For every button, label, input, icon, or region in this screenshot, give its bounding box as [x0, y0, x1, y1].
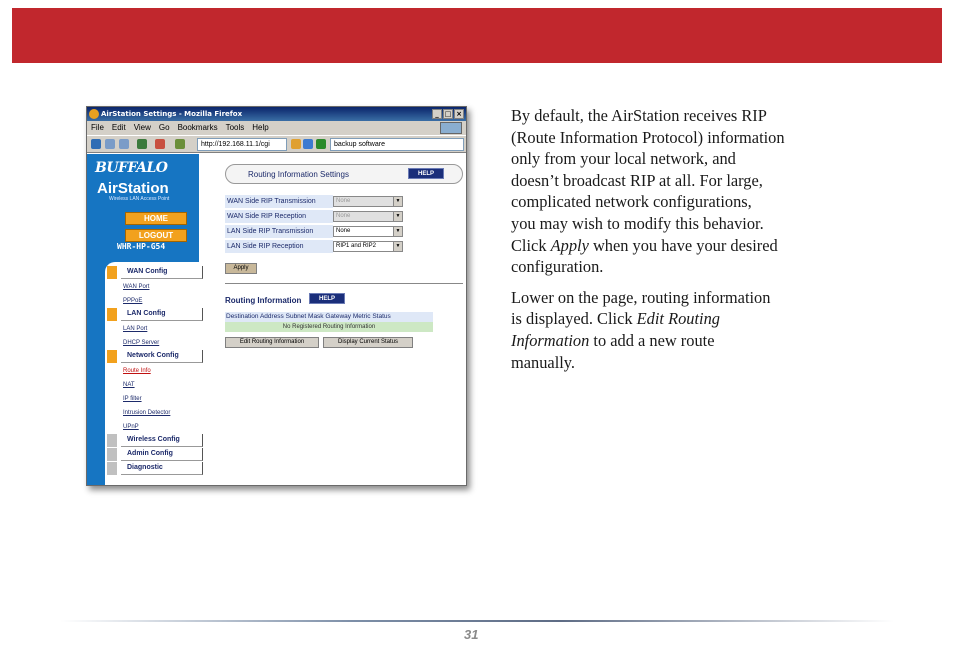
text-line	[511, 235, 881, 257]
chevron-down-icon: ▼	[393, 242, 402, 251]
stop-icon[interactable]	[155, 139, 165, 149]
back-icon[interactable]	[91, 139, 101, 149]
nav-wireless-config[interactable]	[107, 434, 203, 447]
nav-route-info[interactable]: Route Info	[123, 368, 151, 374]
bullet-icon	[107, 350, 117, 363]
nav-toolbar	[87, 135, 466, 153]
setting-row	[225, 195, 405, 208]
chevron-down-icon: ▼	[393, 197, 402, 206]
bullet-icon	[107, 448, 117, 461]
lan-rip-reception-select[interactable]	[333, 241, 403, 252]
reload-icon[interactable]	[137, 139, 147, 149]
footer-rule	[60, 620, 894, 622]
information-emphasis: Information	[511, 330, 590, 350]
url-field[interactable]: http://192.168.11.1/cgi	[197, 138, 287, 151]
window-titlebar	[87, 107, 466, 121]
minimize-button[interactable]: _	[432, 109, 442, 119]
setting-label: WAN Side RIP Reception	[225, 210, 333, 223]
airstation-logo: AirStation	[97, 180, 169, 197]
text-fragment: to add a new route	[589, 330, 715, 350]
edit-routing-button[interactable]: Edit Routing Information	[225, 337, 319, 348]
nav-diagnostic[interactable]	[107, 462, 203, 475]
nav-pppoe[interactable]: PPPoE	[123, 298, 143, 304]
home-label: HOME	[144, 214, 168, 223]
body-text	[511, 105, 881, 382]
logout-label: LOGOUT	[138, 231, 174, 240]
go-icon[interactable]	[303, 139, 313, 149]
menu-go[interactable]: Go	[158, 123, 170, 132]
text-line	[511, 330, 881, 352]
text-line: manually.	[511, 352, 576, 372]
chevron-down-icon: ▼	[393, 212, 402, 221]
chevron-down-icon: ▼	[393, 227, 402, 236]
nav-intrusion-detector[interactable]: Intrusion Detector	[123, 410, 171, 416]
sidebar	[87, 154, 199, 486]
text-line: only from your local network, and	[511, 149, 736, 169]
page-content	[87, 154, 467, 486]
text-line: Lower on the page, routing information	[511, 287, 771, 307]
browser-screenshot	[86, 106, 467, 486]
menu-view[interactable]: View	[133, 123, 151, 132]
bookmark-icon[interactable]	[291, 139, 301, 149]
bullet-icon	[107, 434, 117, 447]
bullet-icon	[107, 462, 117, 475]
routing-info-title: Routing Information	[225, 296, 302, 305]
nav-diagnostic-label: Diagnostic	[127, 464, 163, 471]
text-line: complicated network configurations,	[511, 192, 752, 212]
edit-routing-emphasis: Edit Routing	[636, 309, 720, 329]
nav-upnp[interactable]: UPnP	[123, 424, 139, 430]
setting-label: LAN Side RIP Reception	[225, 240, 333, 253]
logout-button[interactable]	[125, 229, 187, 242]
text-fragment: is displayed. Click	[511, 309, 637, 329]
paragraph-2	[511, 287, 881, 373]
nav-admin-config[interactable]	[107, 448, 203, 461]
nav-wan-config[interactable]	[107, 266, 203, 279]
paragraph-1	[511, 105, 881, 278]
text-line: you may wish to modify this behavior.	[511, 213, 764, 233]
throbber-icon	[440, 122, 462, 134]
window-title: AirStation Settings - Mozilla Firefox	[101, 110, 243, 118]
wan-rip-transmission-select[interactable]	[333, 196, 403, 207]
home-button[interactable]	[125, 212, 187, 225]
routing-help-button[interactable]: HELP	[309, 293, 345, 304]
nav-network-config[interactable]	[107, 350, 203, 363]
select-value: None	[336, 228, 351, 234]
routing-table-empty: No Registered Routing Information	[225, 322, 433, 332]
nav-network-config-label: Network Config	[127, 352, 179, 359]
nav-panel	[105, 262, 199, 486]
nav-lan-config-label: LAN Config	[127, 310, 166, 317]
page-title: Routing Information Settings	[248, 170, 349, 179]
setting-row	[225, 210, 405, 223]
setting-row	[225, 240, 405, 253]
menu-edit[interactable]: Edit	[111, 123, 126, 132]
nav-dhcp-server[interactable]: DHCP Server	[123, 340, 160, 346]
setting-label: WAN Side RIP Transmission	[225, 195, 333, 208]
bullet-icon	[107, 308, 117, 321]
wan-rip-reception-select[interactable]	[333, 211, 403, 222]
section-header	[225, 164, 463, 184]
nav-wan-port[interactable]: WAN Port	[123, 284, 150, 290]
text-line: (Route Information Protocol) information	[511, 127, 785, 147]
select-value: None	[336, 198, 351, 204]
extension-icon[interactable]	[316, 139, 326, 149]
setting-row	[225, 225, 405, 238]
page-number: 31	[464, 627, 479, 642]
apply-button[interactable]: Apply	[225, 263, 257, 274]
routing-table-header: Destination Address Subnet Mask Gateway Metric Status	[225, 312, 433, 322]
nav-lan-port[interactable]: LAN Port	[123, 326, 148, 332]
menu-bookmarks[interactable]: Bookmarks	[177, 123, 218, 132]
nav-wan-config-label: WAN Config	[127, 268, 168, 275]
forward-icon[interactable]	[105, 139, 115, 149]
select-value: RIP1 and RIP2	[336, 243, 377, 249]
firefox-icon	[89, 109, 99, 119]
display-status-button[interactable]: Display Current Status	[323, 337, 413, 348]
dropdown-icon[interactable]	[119, 139, 129, 149]
nav-lan-config[interactable]	[107, 308, 203, 321]
maximize-button[interactable]: □	[444, 110, 452, 118]
nav-ip-filter[interactable]: IP filter	[123, 396, 142, 402]
text-fragment: when you have your desired	[588, 235, 778, 255]
menu-help[interactable]: Help	[252, 123, 269, 132]
lan-rip-transmission-select[interactable]	[333, 226, 403, 237]
menu-tools[interactable]: Tools	[225, 123, 245, 132]
help-button[interactable]: HELP	[408, 168, 444, 179]
menu-file[interactable]: File	[91, 123, 104, 132]
text-fragment: Click	[511, 235, 551, 255]
header-banner	[12, 8, 942, 63]
apply-emphasis: Apply	[550, 235, 589, 255]
home-icon[interactable]	[175, 139, 185, 149]
select-value: None	[336, 213, 351, 219]
buffalo-logo: BUFFALO	[95, 160, 168, 176]
model-name: WHR-HP-G54	[117, 242, 166, 251]
nav-admin-config-label: Admin Config	[127, 450, 173, 457]
bullet-icon	[107, 266, 117, 279]
text-line: doesn’t broadcast RIP at all. For large,	[511, 170, 763, 190]
text-line: By default, the AirStation receives RIP	[511, 106, 767, 125]
product-subtitle: Wireless LAN Access Point	[109, 196, 170, 202]
text-line	[511, 308, 881, 330]
divider	[225, 283, 463, 284]
nav-nat[interactable]: NAT	[123, 382, 135, 388]
search-field[interactable]: backup software	[330, 138, 464, 151]
text-line: configuration.	[511, 257, 604, 277]
nav-wireless-config-label: Wireless Config	[127, 436, 180, 443]
close-button[interactable]: ×	[454, 109, 464, 119]
setting-label: LAN Side RIP Transmission	[225, 225, 333, 238]
menu-bar	[87, 121, 466, 135]
